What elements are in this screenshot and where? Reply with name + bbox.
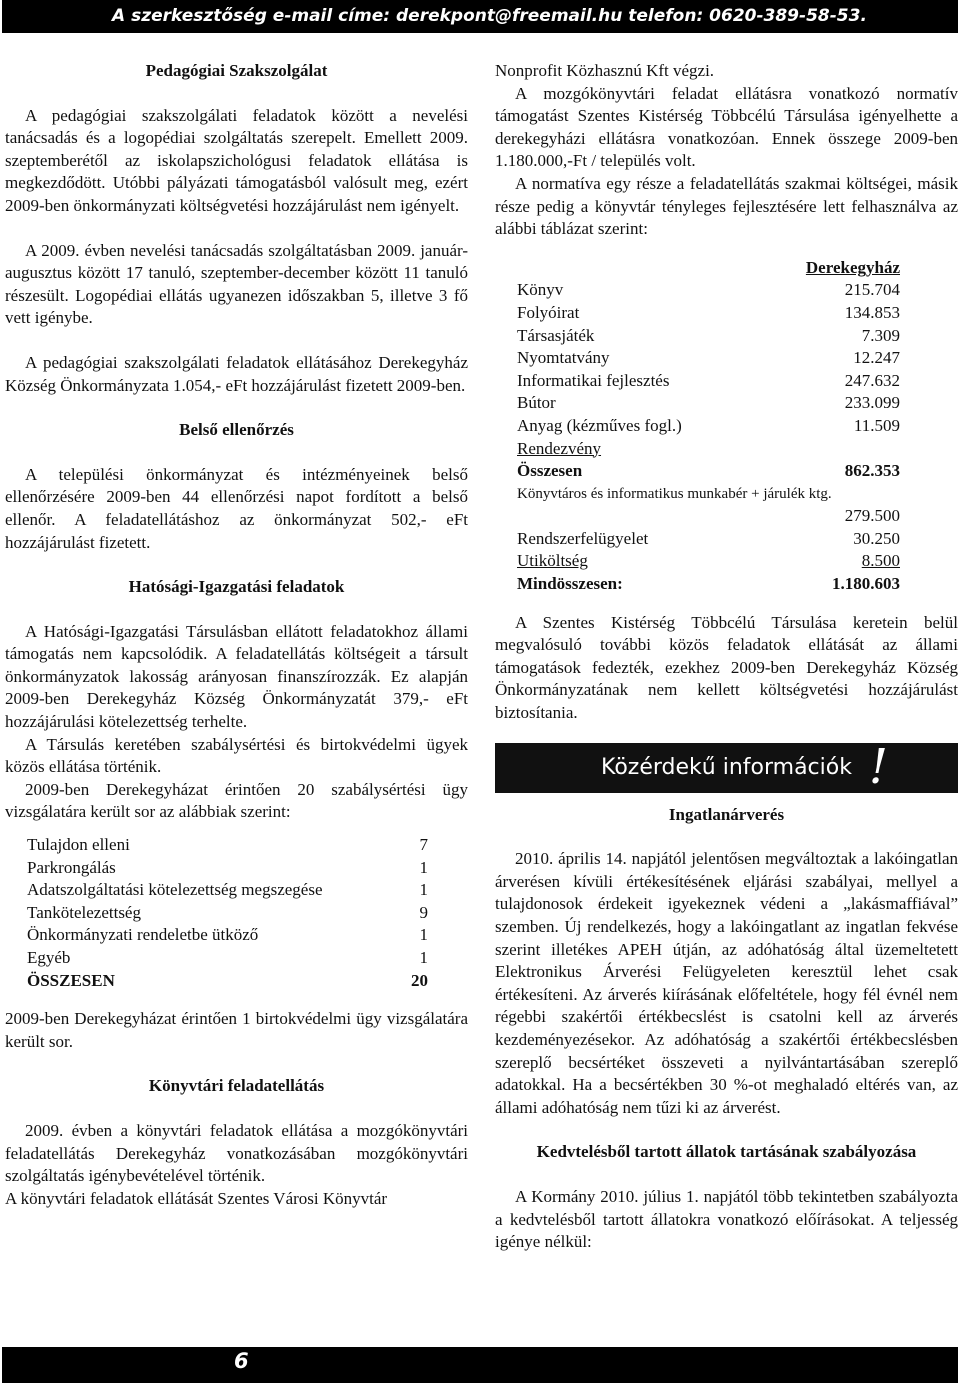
row-value: 11.509 bbox=[853, 415, 900, 435]
stat-label: Adatszolgáltatási kötelezettség megszegése bbox=[27, 880, 323, 900]
row-label: Informatikai fejlesztés bbox=[517, 370, 670, 390]
row-label: Bútor bbox=[517, 393, 556, 413]
paragraph: 2009. évben a könyvtári feladatok ellátása a mozgókönyvtári feladatellátás Derekegyház vonatkozásában mozgókönyvtári szolgáltatás igénybevételével történik. bbox=[5, 1120, 468, 1186]
stat-label: ÖSSZESEN bbox=[27, 970, 115, 990]
stat-row bbox=[5, 902, 468, 925]
stat-row bbox=[5, 924, 468, 947]
stat-total-row bbox=[5, 970, 468, 993]
stat-value: 1 bbox=[419, 925, 428, 945]
paragraph: A könyvtári feladatok ellátását Szentes Városi Könyvtár bbox=[5, 1188, 388, 1208]
row-label: Társasjáték bbox=[517, 325, 595, 345]
row-label: Mindösszesen: bbox=[517, 574, 623, 594]
stat-label: Tulajdon elleni bbox=[27, 835, 130, 855]
table-row bbox=[517, 347, 900, 370]
stat-value: 7 bbox=[419, 835, 428, 855]
stat-value: 1 bbox=[419, 948, 428, 967]
stat-row bbox=[5, 879, 468, 902]
table-row bbox=[517, 528, 900, 551]
row-value: 247.632 bbox=[844, 370, 900, 390]
paragraph: A mozgókönyvtári feladat ellátásra vonatkozó normatív támogatást Szentes Kistérség Többcélú Társulása igényelhette a derekegyházi ellátásra vonatkozóan. Ennek összege 2009-ben 1.180.000,-Ft / település volt. bbox=[495, 83, 958, 171]
table-row bbox=[517, 550, 900, 573]
stat-label: Tankötelezettség bbox=[27, 902, 141, 922]
table-row bbox=[517, 415, 900, 438]
footer-bar bbox=[2, 1347, 958, 1383]
paragraph: A települési önkormányzat és intézményeinek belső ellenőrzésére 2009-ben 44 ellenőrzési napot fordított a belső ellenőr. A feladatellátáshoz az önkormányzat 502,- eFt hozzájárulást fizetett. bbox=[5, 464, 468, 552]
row-value: 30.250 bbox=[853, 528, 900, 548]
stat-label: Önkormányzati rendeletbe ütköző bbox=[27, 925, 259, 945]
stat-label: Parkrongálás bbox=[27, 857, 116, 877]
paragraph: 2009-ben Derekegyházat érintően 20 szabálysértési ügy vizsgálatára került sor az alábbiak szerint: bbox=[5, 779, 468, 822]
section-title-konyvtari: Könyvtári feladatellátás bbox=[148, 1076, 325, 1096]
right-column bbox=[495, 60, 958, 1254]
banner-title: Közérdekű információk bbox=[601, 754, 852, 780]
section-title-pedagogiai: Pedagógiai Szakszolgálat bbox=[145, 61, 328, 80]
row-label: Nyomtatvány bbox=[517, 348, 610, 368]
stat-value: 1 bbox=[419, 857, 428, 877]
row-value: 233.099 bbox=[844, 393, 900, 413]
stat-value: 20 bbox=[411, 970, 428, 990]
subtotal-row bbox=[517, 460, 900, 483]
paragraph: A Kormány 2010. július 1. napjától több tekintetben szabályozta a kedvtelésből tartott állatokra vonatkozó előírásokat. A teljesség igénye nélkül: bbox=[495, 1186, 958, 1252]
paragraph: A Társulás keretében szabálysértési és birtokvédelmi ügyek közös ellátása történik. bbox=[5, 734, 468, 777]
paragraph: Nonprofit Közhasznú Kft végzi. bbox=[495, 61, 715, 80]
left-column bbox=[5, 60, 468, 1210]
stat-row bbox=[5, 857, 468, 880]
row-value: 8.500 bbox=[861, 551, 900, 571]
stat-row bbox=[5, 947, 468, 970]
stat-label: Egyéb bbox=[27, 948, 71, 967]
exclamation-icon: ! bbox=[868, 738, 888, 795]
grand-total-row bbox=[517, 573, 900, 596]
header-bar bbox=[2, 0, 958, 33]
paragraph: A Szentes Kistérség Többcélú Társulása keretein belül megvalósuló további közös feladatok ellátását az állami támogatások fedezték, ezekhez 2009-ben Derekegyház Község Önkormányzatának nem kellett költségvetési hozzájárulást biztosítania. bbox=[495, 612, 958, 723]
row-value: 1.180.603 bbox=[832, 574, 900, 594]
table-row bbox=[517, 392, 900, 415]
row-value: 134.853 bbox=[844, 302, 900, 322]
row-value: 12.247 bbox=[853, 348, 900, 368]
paragraph: A pedagógiai szakszolgálati feladatok között a nevelési tanácsadás és a logopédiai szolgáltatás szerepelt. Emellett 2009. szeptemberétől az iskolapszichológusi feladatok ellátása is megkezdődött. Utóbbi pályázati támogatásból valósult meg, ezért 2009-ben önkormányzati költségvetési hozzájárulást nem igényelt. bbox=[5, 105, 468, 215]
table-row bbox=[517, 505, 900, 528]
section-title-kedvtelesbol: Kedvtelésből tartott állatok tartásának szabályozása bbox=[536, 1142, 917, 1162]
row-label: Rendezvény bbox=[517, 438, 602, 458]
row-label: Folyóirat bbox=[517, 302, 580, 322]
stat-row bbox=[5, 834, 468, 857]
row-value: 279.500 bbox=[844, 506, 900, 526]
page-number: 6 bbox=[234, 1349, 249, 1373]
row-label: Összesen bbox=[517, 461, 583, 481]
stat-value: 9 bbox=[419, 902, 428, 922]
row-label: Rendszerfelügyelet bbox=[517, 528, 649, 548]
table-row bbox=[517, 370, 900, 393]
paragraph: A pedagógiai szakszolgálati feladatok ellátásához Derekegyház Község Önkormányzata 1.054,- eFt hozzájárulást fizetett 2009-ben. bbox=[5, 352, 468, 395]
paragraph: A Hatósági-Igazgatási Társulásban ellátott feladatokhoz állami támogatás nem kapcsolódik. A feladatellátás költségeit a társult önkormányzatok lakosság arányosan finanszírozzák. Ez alapján 2009-ben Derekegyház Község Önkormányzatát 379,- eFt hozzájárulási kötelezettség terhelte. bbox=[5, 621, 468, 732]
table-row bbox=[517, 279, 900, 302]
column-header: Derekegyház bbox=[805, 257, 900, 277]
table-row bbox=[517, 438, 900, 461]
table-header bbox=[517, 257, 900, 280]
row-value: 862.353 bbox=[844, 461, 900, 481]
row-value: 215.704 bbox=[844, 280, 900, 300]
section-title-hatosagi: Hatósági-Igazgatási feladatok bbox=[128, 577, 345, 597]
library-budget-table bbox=[517, 257, 900, 596]
row-label: Könyv bbox=[517, 280, 564, 300]
paragraph: 2010. április 14. napjától jelentősen megváltoztak a lakóingatlan árverésen kívüli értékesítésének eljárási szabályai, mellyel a tulajdonosok érdekeit igyekeznek védeni a „lakásmaffiával” szemben. Új rendelkezés, hogy a lakóingatlant az ingatlan fekvése szerint illetékes APEH útján, az adóhatóság által üzemeltetett Elektronikus Árverési Felügyeleten keresztül lehet csak értékesíteni. Az árverés kiírásának előfeltétele, hogy fél évnél nem régebbi szakértői értékbecslést is csatolni kell az árverés kezdeményezésekor. Az adóhatóság a szakértői értékbecslésben szereplő becsértéket összeveti a nyilvántartásában szereplő adatokkal. Ha a becsértékben 30 %-ot meghaladó eltérés van, az állami adóhatóság nem tűzi ki az árverést. bbox=[495, 849, 958, 1117]
section-title-belso-ellenorzes: Belső ellenőrzés bbox=[179, 420, 294, 440]
header-contact-text: A szerkesztőség e-mail címe: derekpont@freemail.hu telefon: 0620-389-58-53. bbox=[112, 6, 867, 26]
table-row bbox=[517, 302, 900, 325]
row-value: 7.309 bbox=[861, 325, 900, 345]
paragraph: 2009-ben Derekegyházat érintően 1 birtokvédelmi ügy vizsgálatára került sor. bbox=[5, 1009, 468, 1051]
paragraph: A 2009. évben nevelési tanácsadás szolgáltatásban 2009. január-augusztus között 17 tanuló, szeptember-december között 11 tanuló részesült. Logopédiai ellátás ugyanezen időszakban 5, illetve 3 fő vett igénybe. bbox=[5, 240, 468, 328]
stat-value: 1 bbox=[419, 880, 428, 900]
section-title-ingatlanarveres: Ingatlanárverés bbox=[668, 804, 785, 824]
row-label: Könyvtáros és informatikus munkabér + járulék ktg. bbox=[517, 485, 832, 502]
table-row bbox=[517, 325, 900, 348]
public-info-banner bbox=[495, 738, 958, 795]
paragraph: A normatíva egy része a feladatellátás szakmai költségei, másik része pedig a könyvtár tényleges fejlesztésére lett felhasználva az alábbi táblázat szerint: bbox=[495, 173, 958, 239]
row-label: Utiköltség bbox=[517, 551, 588, 571]
row-label: Anyag (kézműves fogl.) bbox=[517, 415, 682, 435]
offense-stats-list bbox=[5, 834, 468, 992]
table-note bbox=[517, 483, 900, 506]
